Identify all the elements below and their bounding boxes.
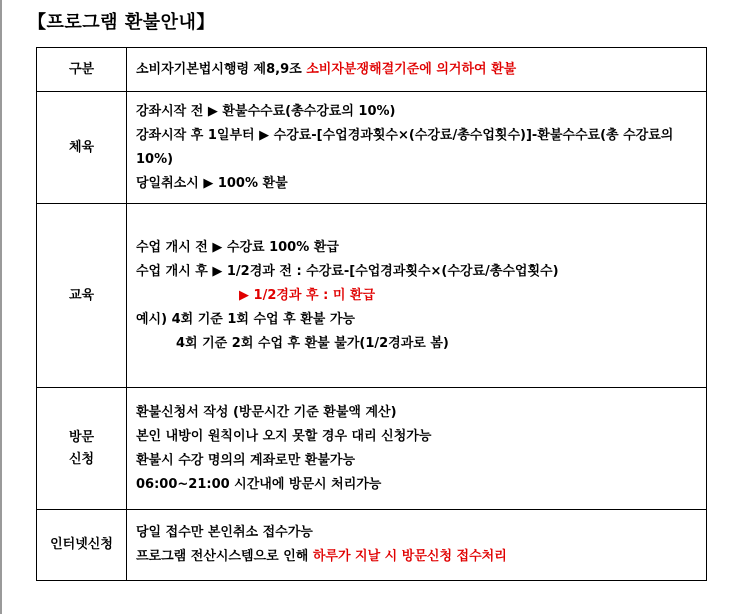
refund-policy-table [36,47,707,581]
row-content-visit [127,388,707,510]
row-label-gubun: 구분 [37,48,127,92]
row-content-education [127,204,707,388]
row-internet [37,510,707,581]
education-line-2: 수업 개시 후 ▶ 1/2경과 전 : 수강료-[수업경과횟수×(수강료/총수업횟수) [136,263,559,279]
education-line-3: ▶ 1/2경과 후 : 미 환급 [239,287,376,303]
row-content-sports [127,92,707,204]
sports-line-1: 강좌시작 전 ▶ 환불수수료(총수강료의 10%) [136,103,396,119]
gubun-text [136,58,706,82]
row-gubun [37,48,707,92]
row-visit [37,388,707,510]
visit-label-line-2: 신청 [68,451,95,467]
internet-line-2-red: 하루가 지날 시 방문신청 접수처리 [312,549,507,564]
internet-line-2 [136,545,706,569]
visit-label-line-1: 방문 [68,429,95,445]
visit-line-1: 환불신청서 작성 (방문시간 기준 환불액 계산) [136,404,397,420]
visit-line-2: 본인 내방이 원칙이나 오지 못할 경우 대리 신청가능 [136,428,432,444]
internet-line-2-black: 프로그램 전산시스템으로 인해 [136,549,313,564]
page-title: 【프로그램 환불안내】 [28,12,215,33]
left-border-rule [0,0,2,614]
row-sports [37,92,707,204]
row-content-internet [127,510,707,581]
education-line-5: 4회 기준 2회 수업 후 환불 불가(1/2경과로 봄) [176,335,449,351]
education-line-4: 예시) 4회 기준 1회 수업 후 환불 가능 [136,311,355,327]
visit-line-3: 환불시 수강 명의의 계좌로만 환불가능 [136,452,356,468]
row-label-internet: 인터넷신청 [37,510,127,581]
row-content-gubun [127,48,707,92]
education-line-1: 수업 개시 전 ▶ 수강료 100% 환급 [136,239,339,255]
gubun-text-red: 소비자분쟁해결기준에 의거하여 환불 [306,61,517,77]
row-label-visit [37,388,127,510]
row-education [37,204,707,388]
row-label-education: 교육 [37,204,127,388]
gubun-text-black: 소비자기본법시행령 제8,9조 [136,61,307,77]
visit-line-4: 06:00~21:00 시간내에 방문시 처리가능 [136,476,382,492]
internet-line-1: 당일 접수만 본인취소 접수가능 [136,525,313,540]
sports-line-3: 당일취소시 ▶ 100% 환불 [136,175,288,191]
row-label-sports: 체육 [37,92,127,204]
sports-line-2: 강좌시작 후 1일부터 ▶ 수강료-[수업경과횟수×(수강료/총수업횟수)]-환불수수료(총 수강료의 10%) [136,127,674,167]
